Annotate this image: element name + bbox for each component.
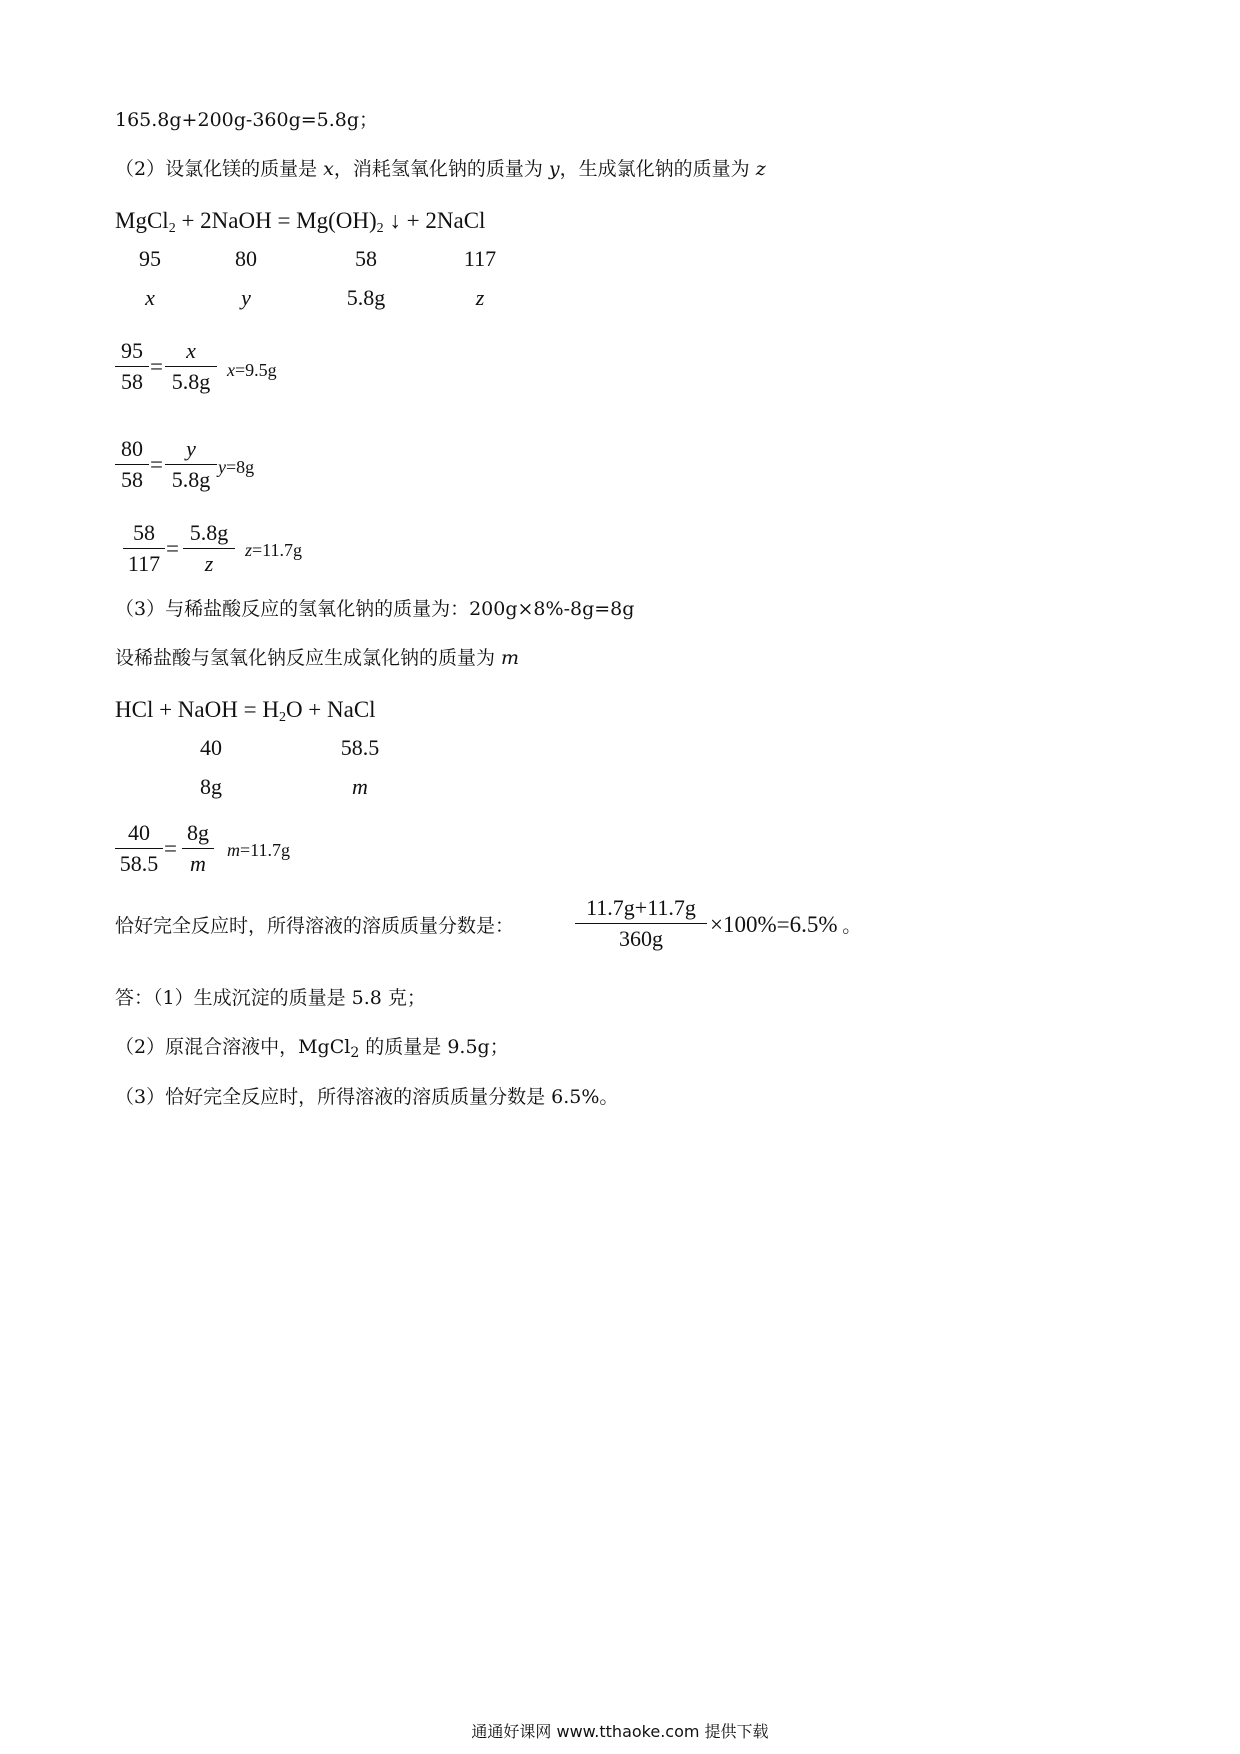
eq1-part2: + 2NaOH = Mg(OH) — [175, 208, 377, 233]
f2-equals: = — [150, 452, 163, 477]
answer-2-text-a: （2）原混合溶液中，MgCl — [115, 1036, 351, 1058]
part2-text-b: ，消耗氢氧化钠的质量为 — [333, 158, 549, 180]
eq1-mw-mgoh2: 58 — [355, 246, 377, 271]
answer-2 — [115, 1035, 509, 1065]
eq2-part1: HCl + NaOH = H — [115, 697, 279, 722]
eq1-mw-naoh: 80 — [235, 246, 257, 271]
f3-num1: 58 — [133, 520, 155, 545]
eq1-part1: MgCl — [115, 208, 169, 233]
f4-num1: 40 — [128, 820, 150, 845]
part3-naoh-mass: （3）与稀盐酸反应的氢氧化钠的质量为：200g×8%-8g=8g — [115, 598, 635, 620]
fraction2-left — [115, 434, 149, 495]
eq1-val-z: z — [475, 285, 485, 310]
var-y: y — [548, 158, 560, 180]
fraction5 — [575, 893, 707, 954]
answer-1: 答：（1）生成沉淀的质量是 5.8 克； — [115, 987, 426, 1009]
f1-equals: = — [150, 354, 163, 379]
eq1-part3: ↓ + 2NaCl — [383, 208, 486, 233]
reaction-equation-1 — [115, 207, 485, 243]
f1-den1: 58 — [121, 369, 143, 394]
calc-precipitate-line: 165.8g+200g-360g=5.8g； — [115, 109, 379, 131]
f3-result: z=11.7g — [245, 540, 302, 560]
f2-result: y=8g — [218, 457, 255, 477]
part3-assumption — [115, 646, 519, 670]
var-m: m — [501, 647, 520, 669]
eq1-val-x: x — [145, 285, 155, 310]
f2-den2: 5.8g — [171, 467, 211, 492]
eq1-sub2: 2 — [376, 221, 384, 236]
var-z: z — [755, 158, 766, 180]
f5-tail: ×100%=6.5% 。 — [710, 912, 862, 937]
eq2-part2: O + NaCl — [285, 697, 376, 722]
f4-num2: 8g — [187, 820, 209, 845]
eq1-val-mass: 5.8g — [346, 285, 386, 310]
mass-fraction-line: 恰好完全反应时，所得溶液的溶质质量分数是： — [115, 915, 515, 937]
answer-2-sub: 2 — [350, 1045, 360, 1061]
f3-equals: = — [166, 536, 179, 561]
fraction3-right — [183, 518, 235, 579]
eq2-sub1: 2 — [278, 710, 286, 725]
f4-den1: 58.5 — [119, 851, 159, 876]
f2-num1: 80 — [121, 436, 143, 461]
fraction1-right — [165, 336, 217, 397]
eq1-mw-nacl: 117 — [463, 246, 497, 271]
eq2-mw-naoh: 40 — [200, 735, 222, 760]
f4-den2: m — [190, 851, 206, 876]
f3-num2: 5.8g — [189, 520, 229, 545]
f2-den1: 58 — [121, 467, 143, 492]
eq2-mw-nacl: 58.5 — [340, 735, 380, 760]
footer-source: 通通好课网 www.tthaoke.com 提供下载 — [471, 1722, 769, 1741]
f1-result: x=9.5g — [227, 360, 277, 380]
f5-denominator: 360g — [619, 926, 663, 951]
f4-result: m=11.7g — [227, 840, 290, 860]
f1-num1: 95 — [121, 338, 143, 363]
f5-numerator: 11.7g+11.7g — [586, 895, 696, 920]
f2-num2: y — [186, 436, 196, 461]
eq2-val-m: m — [352, 774, 368, 799]
fraction4-right — [182, 818, 214, 879]
fraction3-left — [123, 518, 165, 579]
part2-text-a: （2）设氯化镁的质量是 — [115, 158, 324, 180]
f1-den2: 5.8g — [171, 369, 211, 394]
eq2-val-naoh: 8g — [200, 774, 222, 799]
eq1-val-y: y — [241, 285, 251, 310]
fraction4-left — [115, 818, 163, 879]
f3-den1: 117 — [127, 551, 161, 576]
fraction1-left — [115, 336, 149, 397]
f1-num2: x — [186, 338, 196, 363]
part3-assumption-text: 设稀盐酸与氢氧化钠反应生成氯化钠的质量为 — [115, 647, 502, 669]
f3-den2: z — [204, 551, 214, 576]
answer-3: （3）恰好完全反应时，所得溶液的溶质质量分数是 6.5%。 — [115, 1086, 619, 1108]
eq1-sub1: 2 — [168, 221, 176, 236]
f4-equals: = — [164, 836, 177, 861]
eq1-mw-mgcl2: 95 — [139, 246, 161, 271]
fraction2-right — [165, 434, 217, 495]
part2-intro — [115, 157, 766, 181]
reaction-equation-2 — [115, 696, 376, 732]
var-x: x — [323, 158, 334, 180]
part2-text-c: ，生成氯化钠的质量为 — [559, 158, 756, 180]
answer-2-text-b: 的质量是 9.5g； — [359, 1036, 509, 1058]
